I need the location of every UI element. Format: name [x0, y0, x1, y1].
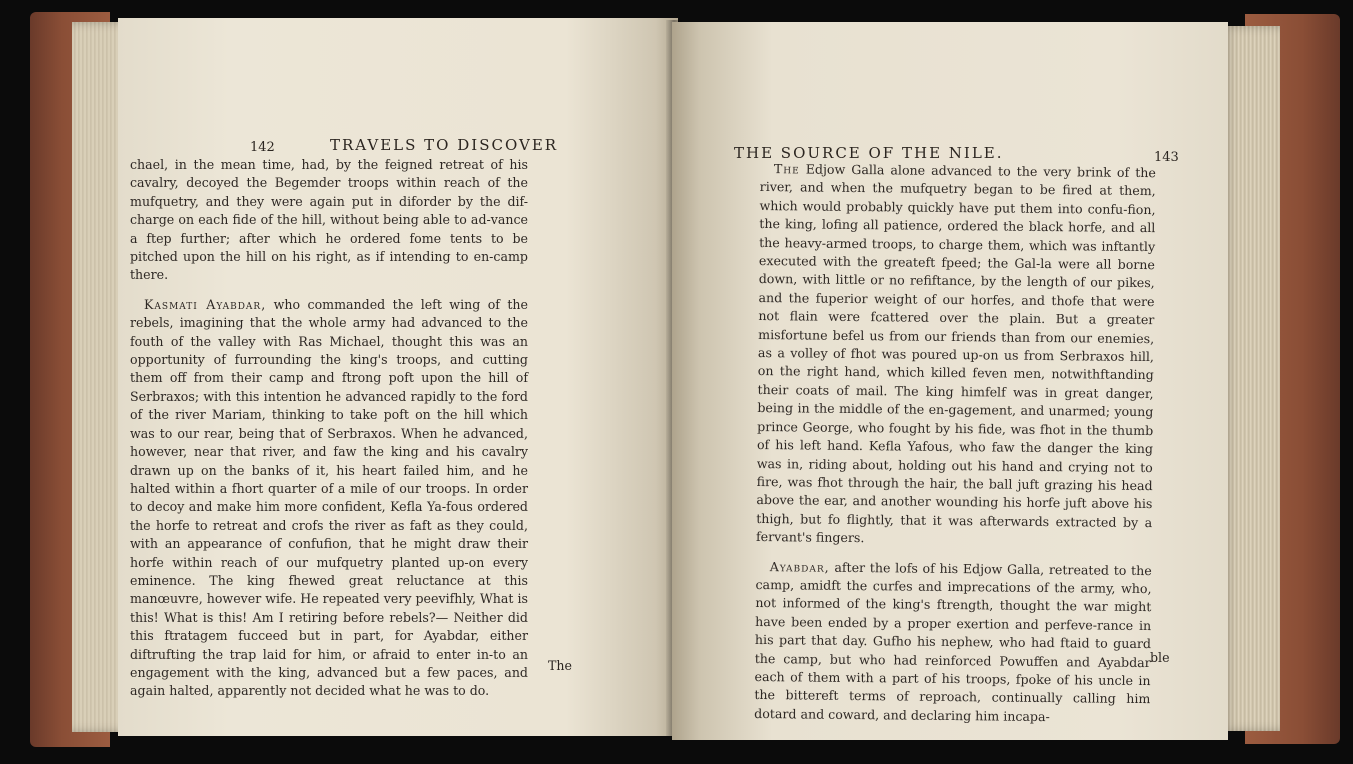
right-page-body — [754, 160, 1156, 727]
right-paragraph-1-text: Edjow Galla alone advanced to the very brink of the river, and when the mufquetry began to be fired at them, which would probably quickly have put them into confu-fion, the king, lofing all patience, ordered the black horfe, and all the heavy-armed troops, to charge them, which was inftantly executed with the greateft fpeed; the Gal-la were all borne down, with little or no refiftance, by the length of our pikes, and the fuperior weight of our horfes, and thofe that were not flain were fcattered over the plain. But a greater misfortune befel us from our friends than from our enemies, as a volley of fhot was poured up-on us from Serbraxos hill, on the right hand, which killed feven men, notwithftanding their coats of mail. The king himfelf was in great danger, being in the middle of the en-gagement, and unarmed; young prince George, who fought by his fide, was fhot in the thumb of his left hand. Kefla Yafous, who faw the danger the king was in, riding about, holding out his hand and crying not to fire, was fhot through the hair, the ball juft grazing his head above the ear, and another wounding his horfe juft above his thigh, but fo flightly, that it was afterwards extracted by a fervant's fingers. — [755, 161, 1156, 546]
left-paragraph-2-lead: Kasmati Ayabdar, — [144, 296, 267, 312]
right-page-number: 143 — [1154, 150, 1179, 165]
left-paragraph-1: chael, in the mean time, had, by the feigned retreat of his cavalry, decoyed the Begemder troops within reach of the mufquetry, and they were again put in diforder by the dif-charge on each fide of the hill, without being able to ad-vance a ftep further; after which he ordered fome tents to be pitched upon the hill on his right, as if intending to en-camp there. — [130, 157, 528, 283]
left-page — [118, 18, 678, 736]
left-paragraph-2 — [130, 296, 528, 701]
right-page — [672, 22, 1228, 740]
left-running-head: TRAVELS TO DISCOVER — [330, 136, 559, 154]
left-paragraph-2-text: who commanded the left wing of the rebels, imagining that the whole army had advanced to the fouth of the valley with Ras Michael, thought this was an opportunity of furrounding the king's troops, and cutting them off from their camp and ftrong poft upon the hill of Serbraxos; with this intention he advanced rapidly to the ford of the river Mariam, thinking to take poft on the hill which was to our rear, being that of Serbraxos. When he advanced, however, near that river, and faw the king and his cavalry drawn up on the banks of it, his heart failed him, and he halted within a fhort quarter of a mile of our troops. In order to decoy and make him more confident, Kefla Ya-fous ordered the horfe to retreat and crofs the river as faft as they could, with an appearance of confufion, that he might draw their horfe within reach of our mufquetry planted up-on every eminence. The king fhewed great reluctance at this manœuvre, however wife. He repeated very peevifhly, What is this! What is this! Am I retiring before rebels?— Neither did this ftratagem fucceed but in part, for Ayabdar, either diftrufting the trap laid for him, or afraid to enter in-to an engagement with the king, advanced but a few paces, and again halted, apparently not decided what he was to do. — [130, 296, 528, 699]
right-paragraph-2 — [754, 558, 1152, 728]
right-running-head: THE SOURCE OF THE NILE. — [734, 144, 1004, 162]
right-paragraph-1-lead: The — [773, 161, 800, 177]
right-catchword: ble — [1150, 650, 1170, 665]
left-page-body — [130, 156, 528, 701]
left-catchword: The — [548, 658, 572, 673]
left-page-number: 142 — [250, 140, 275, 155]
page-edges-right — [1222, 26, 1280, 731]
right-paragraph-1 — [756, 160, 1156, 551]
right-paragraph-2-lead: Ayabdar, — [769, 558, 830, 575]
right-paragraph-2-text: after the lofs of his Edjow Galla, retreated to the camp, amidft the curfes and imprecations of the army, who, not informed of the king's ftrength, thought the war might have been ended by a proper exertion and perfeve-rance in his part that day. Gufho his nephew, who had ftaid to guard the camp, but who had reinforced Powuffen and Ayabdar each of them with a part of his troops, fpoke of his uncle in the bittereft terms of reproach, continually calling him dotard and coward, and declaring him incapa- — [754, 559, 1152, 724]
